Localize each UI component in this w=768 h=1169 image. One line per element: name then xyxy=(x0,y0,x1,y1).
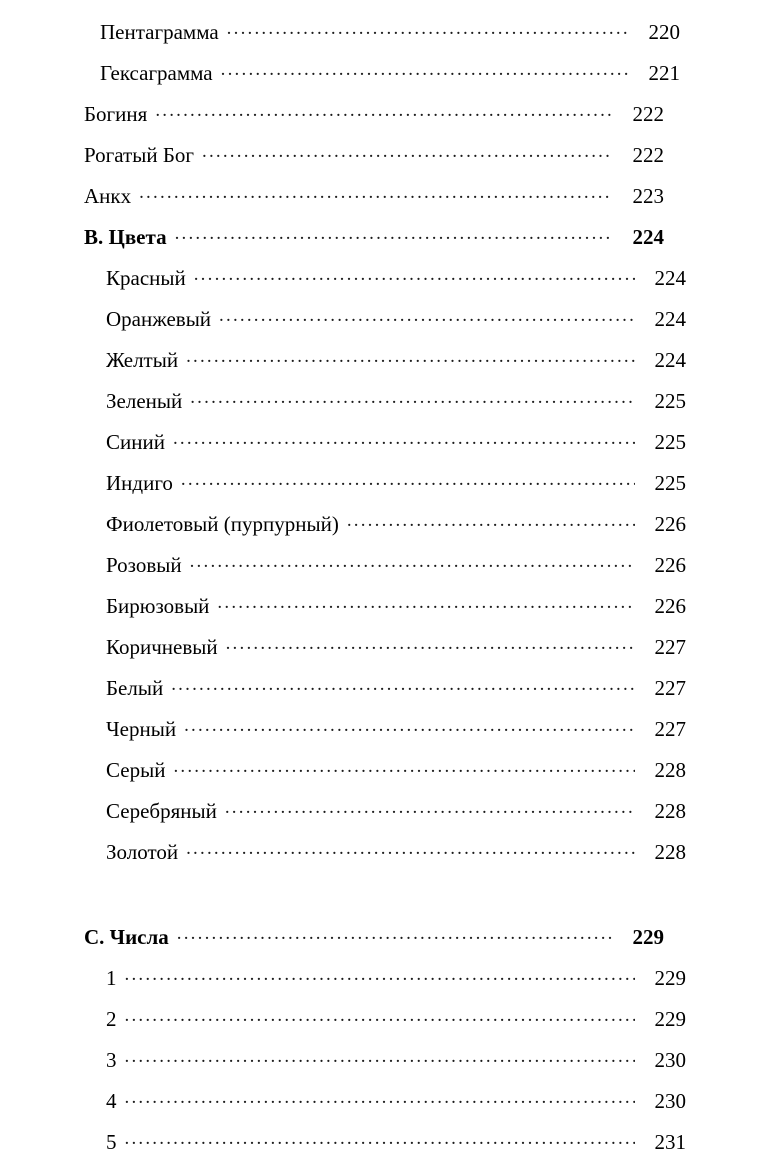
toc-entry[interactable] xyxy=(84,756,686,797)
toc-dot-leader xyxy=(125,1087,636,1108)
toc-entry-title: Коричневый xyxy=(106,635,218,659)
toc-entry[interactable] xyxy=(84,141,664,182)
toc-dot-leader xyxy=(173,756,635,777)
toc-entry-page-number: 224 xyxy=(632,225,664,249)
toc-entry-page-number: 227 xyxy=(654,635,686,659)
toc-entry[interactable] xyxy=(84,838,686,879)
toc-dot-leader xyxy=(181,469,635,490)
toc-entry[interactable] xyxy=(84,674,686,715)
toc-entry-page-number: 228 xyxy=(654,840,686,864)
toc-entry-title: Пентаграмма xyxy=(100,20,219,44)
toc-entry[interactable] xyxy=(84,428,686,469)
toc-dot-leader xyxy=(125,1046,636,1067)
toc-entry-title: B. Цвета xyxy=(84,225,167,249)
toc-entry-page-number: 230 xyxy=(654,1048,686,1072)
toc-entry-page-number: 227 xyxy=(654,676,686,700)
toc-entry-title: Анкх xyxy=(84,184,132,208)
toc-entry[interactable] xyxy=(84,305,686,346)
toc-entry-page-number: 225 xyxy=(654,430,686,454)
toc-dot-leader xyxy=(125,1128,636,1149)
toc-entry-page-number: 222 xyxy=(632,143,664,167)
toc-entry-page-number: 229 xyxy=(654,1007,686,1031)
toc-entry[interactable] xyxy=(84,1005,686,1046)
toc-entry-page-number: 224 xyxy=(654,266,686,290)
toc-entry-page-number: 226 xyxy=(654,512,686,536)
toc-entry-page-number: 224 xyxy=(654,348,686,372)
toc-entry[interactable] xyxy=(84,797,686,838)
toc-dot-leader xyxy=(125,964,636,985)
toc-entry[interactable] xyxy=(84,346,686,387)
toc-entry-title: 5 xyxy=(106,1130,117,1154)
toc-entry-page-number: 231 xyxy=(654,1130,686,1154)
toc-entry-title: 2 xyxy=(106,1007,117,1031)
toc-entry-title: Рогатый Бог xyxy=(84,143,194,167)
toc-entry-page-number: 227 xyxy=(654,717,686,741)
toc-entry[interactable] xyxy=(84,1128,686,1169)
toc-entry-title: Желтый xyxy=(106,348,179,372)
toc-entry-title: Фиолетовый (пурпурный) xyxy=(106,512,339,536)
toc-entry[interactable] xyxy=(84,223,664,264)
toc-dot-leader xyxy=(186,346,635,367)
toc-entry-title: Индиго xyxy=(106,471,173,495)
toc-entry-page-number: 222 xyxy=(632,102,664,126)
toc-entry-title: Серый xyxy=(106,758,166,782)
toc-dot-leader xyxy=(347,510,635,531)
toc-dot-leader xyxy=(186,838,635,859)
toc-dot-leader xyxy=(225,797,635,818)
toc-entry-page-number: 223 xyxy=(632,184,664,208)
toc-entry-title: Розовый xyxy=(106,553,182,577)
toc-entry-title: 4 xyxy=(106,1089,117,1113)
toc-entry-page-number: 225 xyxy=(654,471,686,495)
toc-entry-title: Оранжевый xyxy=(106,307,212,331)
toc-entry-page-number: 228 xyxy=(654,758,686,782)
toc-entry-page-number: 224 xyxy=(654,307,686,331)
toc-entry-page-number: 226 xyxy=(654,553,686,577)
toc-entry[interactable] xyxy=(84,510,686,551)
toc-dot-leader xyxy=(171,674,635,695)
toc-entry[interactable] xyxy=(84,633,686,674)
toc-dot-leader xyxy=(125,1005,636,1026)
toc-entry-title: Белый xyxy=(106,676,164,700)
toc-dot-leader xyxy=(227,18,629,39)
toc-entry[interactable] xyxy=(84,1087,686,1128)
toc-dot-leader xyxy=(190,387,635,408)
table-of-contents xyxy=(84,18,686,1169)
toc-entry-title: 3 xyxy=(106,1048,117,1072)
toc-dot-leader xyxy=(173,428,635,449)
toc-dot-leader xyxy=(202,141,613,162)
toc-entry-page-number: 228 xyxy=(654,799,686,823)
toc-entry-page-number: 229 xyxy=(632,925,664,949)
toc-entry[interactable] xyxy=(84,551,686,592)
toc-entry-title: Синий xyxy=(106,430,165,454)
toc-entry-title: Красный xyxy=(106,266,186,290)
toc-entry-title: Серебряный xyxy=(106,799,217,823)
toc-entry-title: Бирюзовый xyxy=(106,594,210,618)
toc-entry-page-number: 229 xyxy=(654,966,686,990)
toc-dot-leader xyxy=(221,59,629,80)
toc-entry[interactable] xyxy=(84,469,686,510)
toc-dot-leader xyxy=(217,592,635,613)
toc-entry[interactable] xyxy=(84,923,664,964)
toc-dot-leader xyxy=(177,923,613,944)
toc-entry-page-number: 226 xyxy=(654,594,686,618)
toc-entry[interactable] xyxy=(84,18,680,59)
toc-entry[interactable] xyxy=(84,964,686,1005)
toc-entry[interactable] xyxy=(84,59,680,100)
toc-entry-title: Черный xyxy=(106,717,177,741)
toc-dot-leader xyxy=(190,551,635,572)
toc-entry[interactable] xyxy=(84,592,686,633)
toc-entry[interactable] xyxy=(84,1046,686,1087)
toc-entry-title: Золотой xyxy=(106,840,179,864)
toc-entry-page-number: 220 xyxy=(648,20,680,44)
toc-entry[interactable] xyxy=(84,264,686,305)
toc-entry-page-number: 221 xyxy=(648,61,680,85)
toc-entry-page-number: 225 xyxy=(654,389,686,413)
toc-entry[interactable] xyxy=(84,182,664,223)
toc-dot-leader xyxy=(194,264,635,285)
toc-entry[interactable] xyxy=(84,100,664,141)
toc-dot-leader xyxy=(175,223,613,244)
toc-dot-leader xyxy=(155,100,613,121)
toc-entry-title: Богиня xyxy=(84,102,148,126)
toc-entry[interactable] xyxy=(84,387,686,428)
toc-entry-page-number: 230 xyxy=(654,1089,686,1113)
toc-entry-title: Гексаграмма xyxy=(100,61,213,85)
toc-dot-leader xyxy=(139,182,613,203)
toc-entry-title: Зеленый xyxy=(106,389,183,413)
toc-dot-leader xyxy=(226,633,635,654)
toc-entry[interactable] xyxy=(84,715,686,756)
toc-entry-title: C. Числа xyxy=(84,925,169,949)
toc-dot-leader xyxy=(184,715,635,736)
toc-dot-leader xyxy=(219,305,635,326)
toc-entry-title: 1 xyxy=(106,966,117,990)
